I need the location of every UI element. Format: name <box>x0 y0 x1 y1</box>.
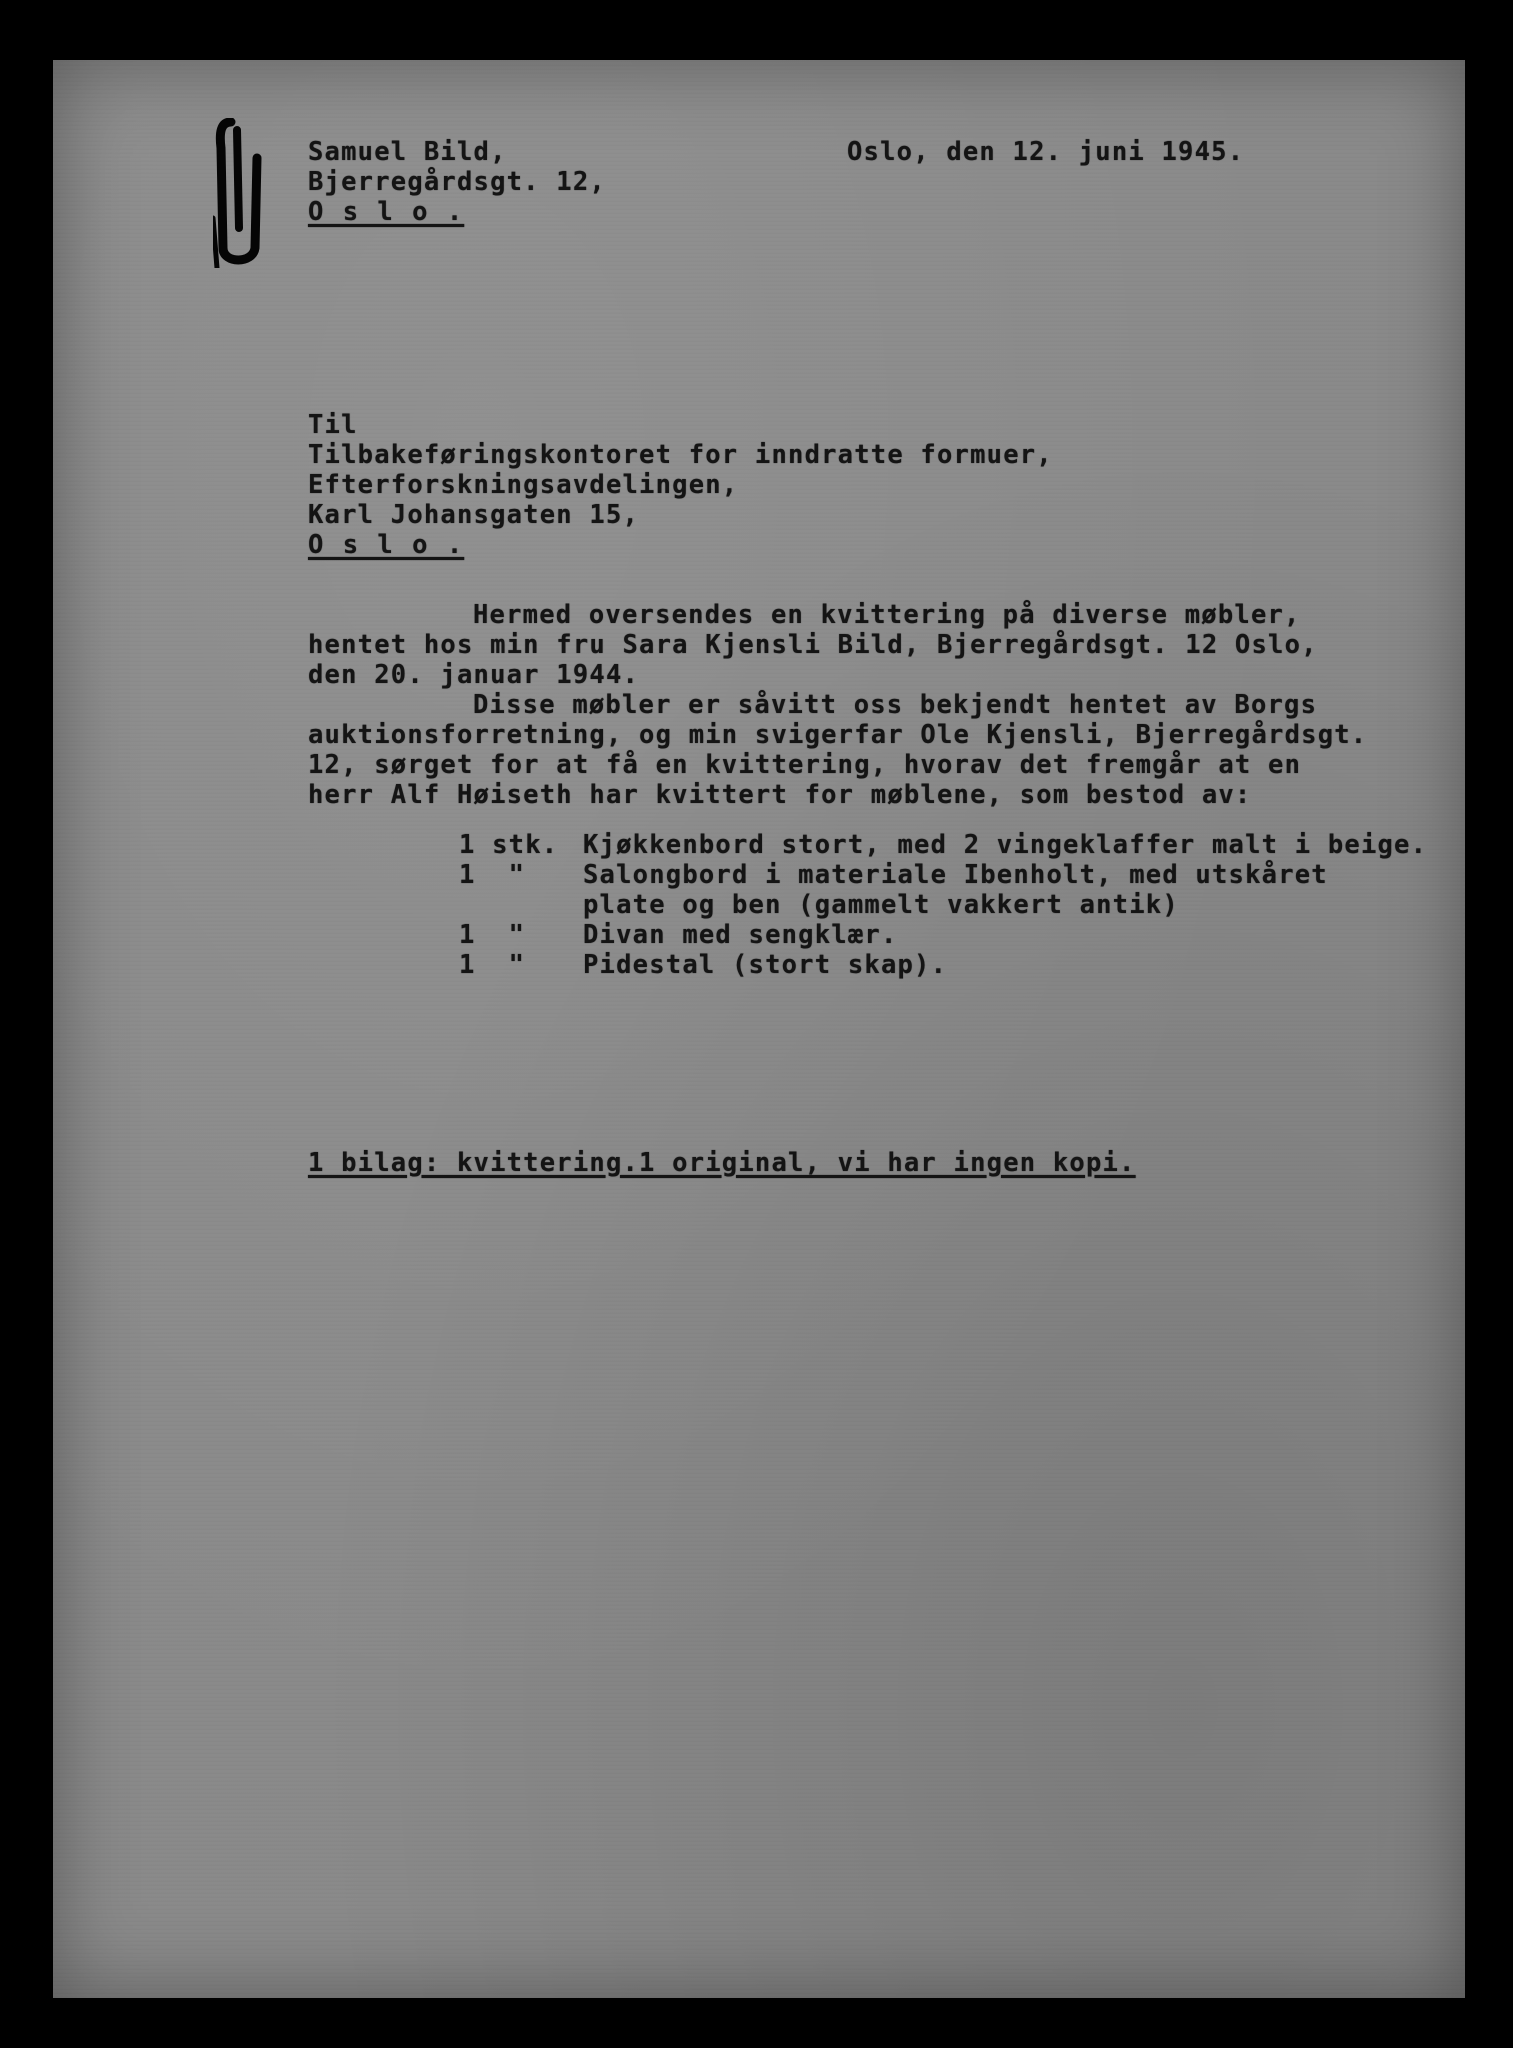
recipient-department: Efterforskningsavdelingen, <box>308 470 739 500</box>
item-desc: Kjøkkenbord stort, med 2 vingeklaffer malt i beige. <box>583 830 1428 860</box>
item-qty: 1 " <box>459 950 526 980</box>
enclosure-note: 1 bilag: kvittering.1 original, vi har ingen kopi. <box>308 1148 1136 1178</box>
item-qty: 1 " <box>459 920 526 950</box>
item-desc: Salongbord i materiale Ibenholt, med utskåret <box>583 860 1328 890</box>
item-qty: 1 " <box>459 860 526 890</box>
item-desc: Pidestal (stort skap). <box>583 950 948 980</box>
recipient-to: Til <box>308 410 358 440</box>
item-desc: plate og ben (gammelt vakkert antik) <box>583 890 1179 920</box>
sender-name: Samuel Bild, <box>308 137 507 167</box>
recipient-office: Tilbakeføringskontoret for inndratte formuer, <box>308 440 1053 470</box>
item-qty: 1 stk. <box>459 830 559 860</box>
recipient-city: O s l o . <box>308 530 465 560</box>
recipient-street: Karl Johansgaten 15, <box>308 500 640 530</box>
body-line: Disse møbler er såvitt oss bekjendt hentet av Borgs <box>473 690 1318 720</box>
sender-street: Bjerregårdsgt. 12, <box>308 167 606 197</box>
body-line: den 20. januar 1944. <box>308 660 640 690</box>
body-line: Hermed oversendes en kvittering på diverse møbler, <box>473 600 1301 630</box>
item-desc: Divan med sengklær. <box>583 920 898 950</box>
place-date: Oslo, den 12. juni 1945. <box>847 137 1245 167</box>
paper-clip <box>213 118 271 268</box>
document-page <box>53 60 1465 1998</box>
sender-city: O s l o . <box>308 197 465 227</box>
body-line: herr Alf Høiseth har kvittert for møblene, som bestod av: <box>308 780 1252 810</box>
body-line: auktionsforretning, og min svigerfar Ole Kjensli, Bjerregårdsgt. <box>308 720 1368 750</box>
body-line: 12, sørget for at få en kvittering, hvorav det fremgår at en <box>308 750 1302 780</box>
body-line: hentet hos min fru Sara Kjensli Bild, Bjerregårdsgt. 12 Oslo, <box>308 630 1318 660</box>
